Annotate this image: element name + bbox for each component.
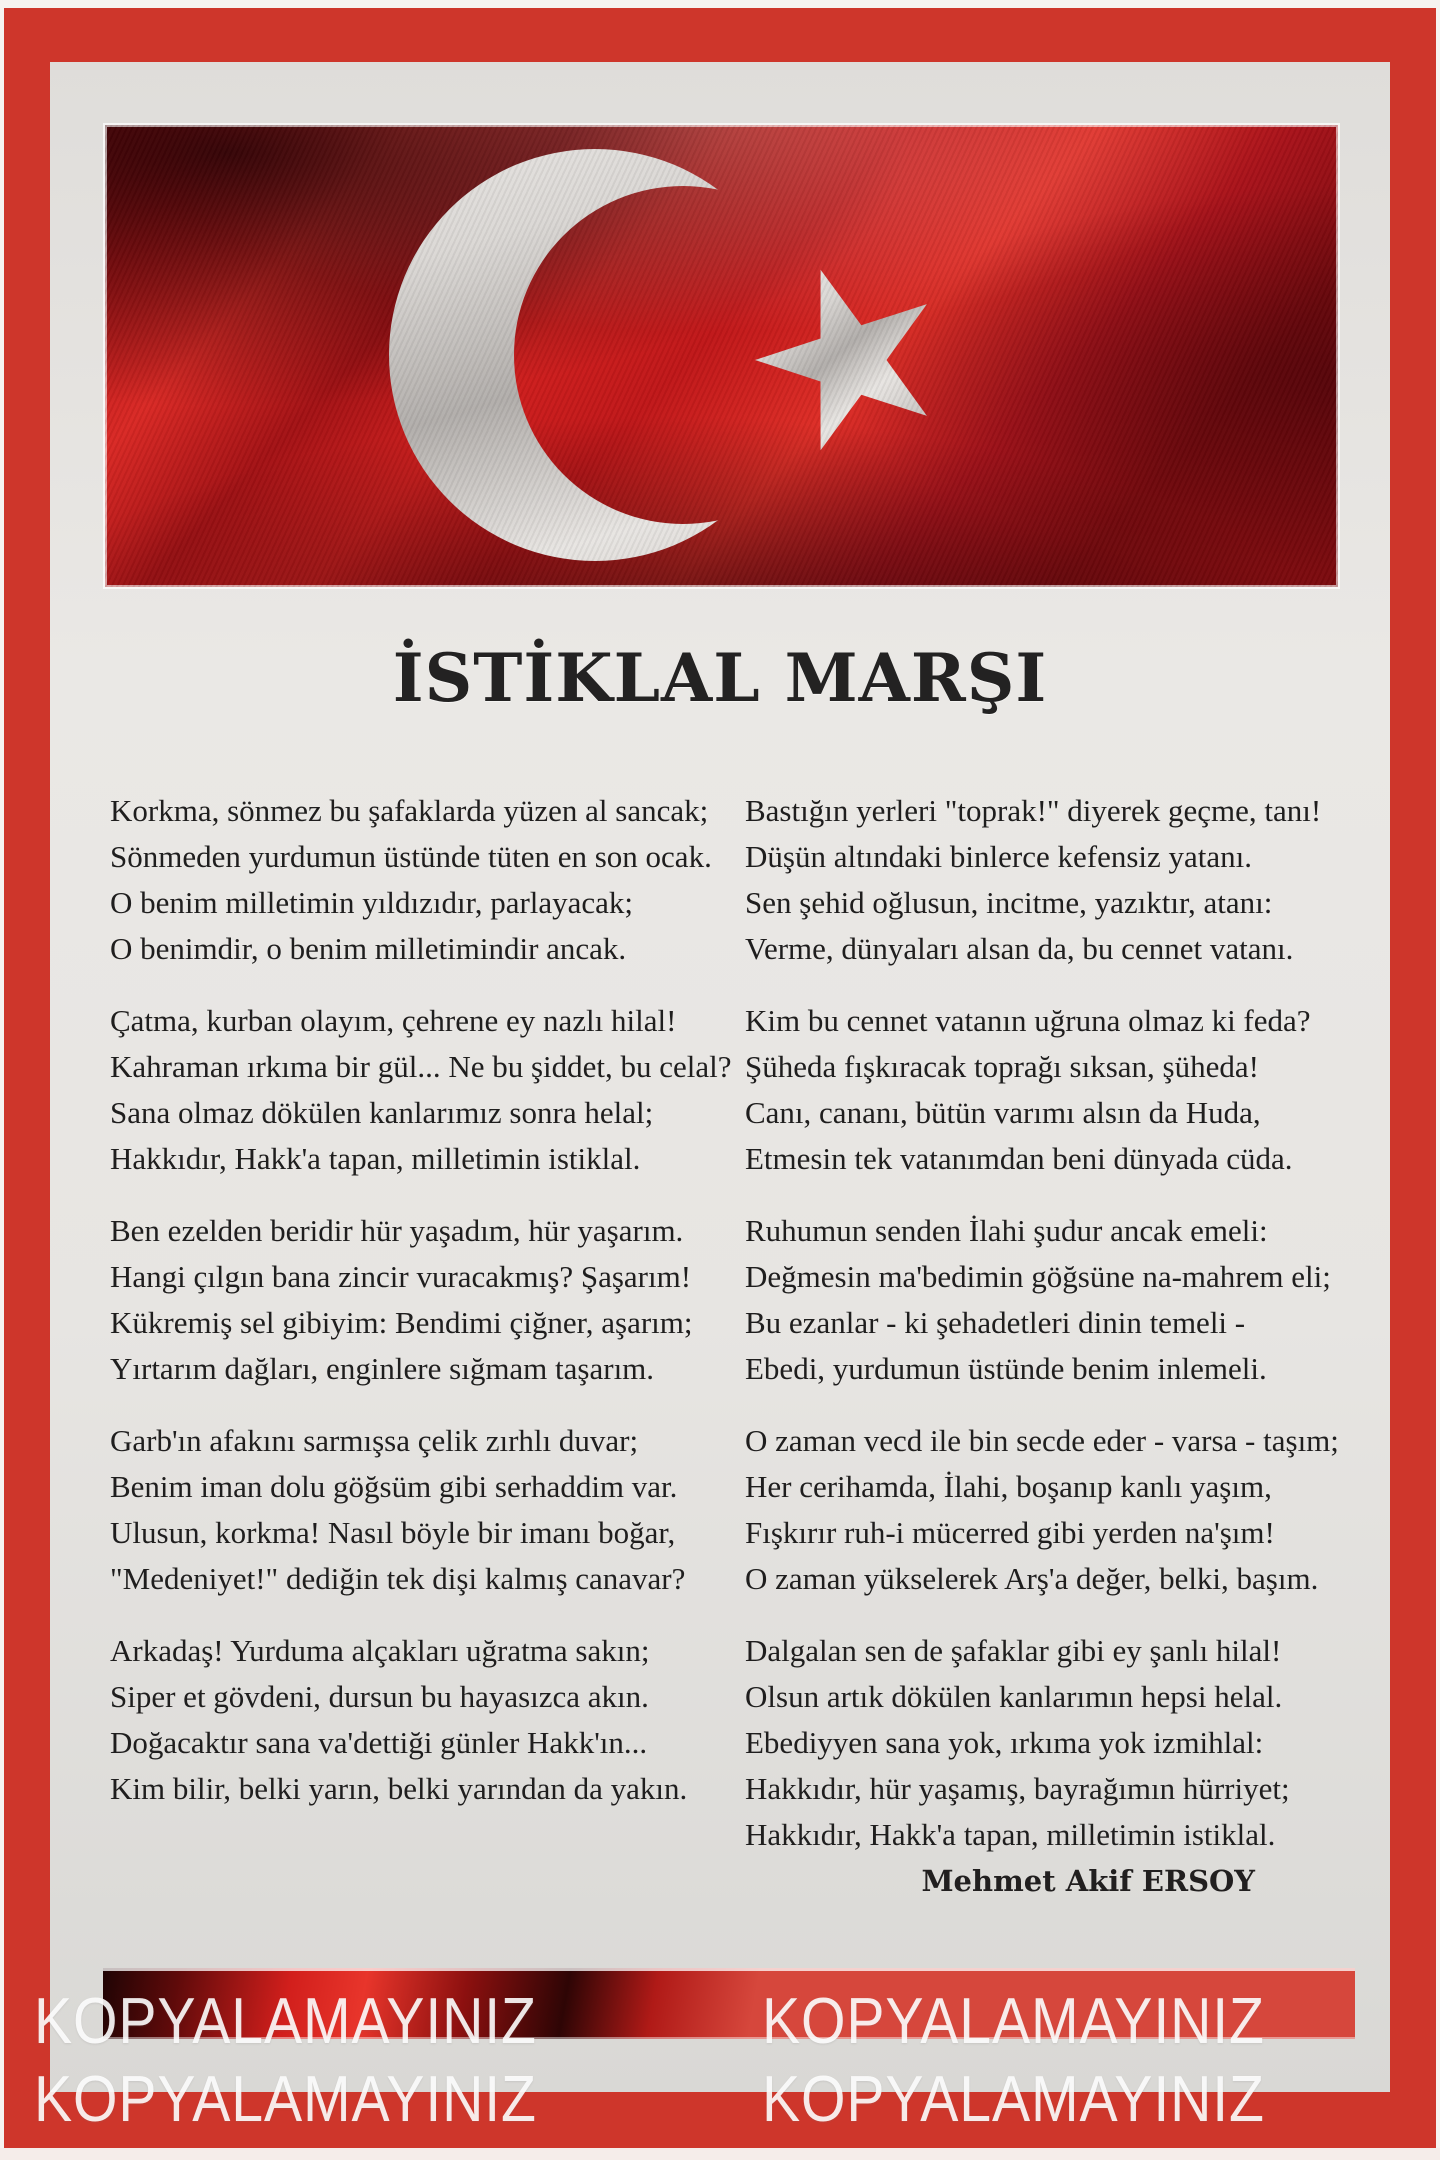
author-name: Mehmet Akif ERSOY bbox=[921, 1864, 1255, 1898]
poem-line: Yırtarım dağları, enginlere sığmam taşarım. bbox=[110, 1351, 655, 1386]
watermark-text: KOPYALAMAYINIZ bbox=[34, 1984, 537, 2057]
poem-column-left bbox=[110, 788, 730, 1838]
poem-line: Hakkıdır, Hakk'a tapan, milletimin istiklal. bbox=[110, 1141, 641, 1176]
poem-line: Bu ezanlar - ki şehadetleri dinin temeli - bbox=[745, 1305, 1246, 1340]
poem-line: Verme, dünyaları alsan da, bu cennet vatanı. bbox=[745, 931, 1294, 966]
stanza bbox=[745, 1208, 1370, 1392]
poem-line: Sana olmaz dökülen kanlarımız sonra helal; bbox=[110, 1095, 654, 1130]
watermark-text: KOPYALAMAYINIZ bbox=[34, 2062, 537, 2135]
poem-line: Garb'ın afakını sarmışsa çelik zırhlı duvar; bbox=[110, 1423, 639, 1458]
poem-line: Benim iman dolu göğsüm gibi serhaddim var. bbox=[110, 1469, 678, 1504]
poem-line: Ben ezelden beridir hür yaşadım, hür yaşarım. bbox=[110, 1213, 684, 1248]
turkish-flag-graphic bbox=[105, 125, 1338, 587]
poem-line: Etmesin tek vatanımdan beni dünyada cüda. bbox=[745, 1141, 1293, 1176]
poem-column-right bbox=[745, 788, 1370, 1884]
stanza bbox=[110, 1418, 730, 1602]
poem-line: Ebediyyen sana yok, ırkıma yok izmihlal: bbox=[745, 1725, 1264, 1760]
stanza bbox=[110, 788, 730, 972]
poem-line: Hangi çılgın bana zincir vuracakmış? Şaşarım! bbox=[110, 1259, 692, 1294]
stanza bbox=[745, 1628, 1370, 1858]
poem-line: Doğacaktır sana va'dettiği günler Hakk'ın... bbox=[110, 1725, 648, 1760]
poem-line: Kahraman ırkıma bir gül... Ne bu şiddet, bu celal? bbox=[110, 1049, 732, 1084]
poem-line: Hakkıdır, hür yaşamış, bayrağımın hürriyet; bbox=[745, 1771, 1290, 1806]
poem-line: O benimdir, o benim milletimindir ancak. bbox=[110, 931, 627, 966]
poem-line: Ulusun, korkma! Nasıl böyle bir imanı boğar, bbox=[110, 1515, 676, 1550]
poem-line: Düşün altındaki binlerce kefensiz yatanı. bbox=[745, 839, 1253, 874]
stanza bbox=[110, 1208, 730, 1392]
watermark-text: KOPYALAMAYINIZ bbox=[762, 2062, 1265, 2135]
poem-line: Ruhumun senden İlahi şudur ancak emeli: bbox=[745, 1213, 1268, 1248]
poem-line: Olsun artık dökülen kanlarımın hepsi helal. bbox=[745, 1679, 1283, 1714]
poem-line: O zaman yükselerek Arş'a değer, belki, başım. bbox=[745, 1561, 1319, 1596]
poem-line: Siper et gövdeni, dursun bu hayasızca akın. bbox=[110, 1679, 649, 1714]
stanza bbox=[745, 788, 1370, 972]
poem-line: O benim milletimin yıldızıdır, parlayacak; bbox=[110, 885, 634, 920]
poem-line: Kükremiş sel gibiyim: Bendimi çiğner, aşarım; bbox=[110, 1305, 693, 1340]
stanza bbox=[745, 1418, 1370, 1602]
page-title: İSTİKLAL MARŞI bbox=[392, 639, 1048, 717]
poem-line: Korkma, sönmez bu şafaklarda yüzen al sancak; bbox=[110, 793, 709, 828]
poem-line: O zaman vecd ile bin secde eder - varsa - taşım; bbox=[745, 1423, 1339, 1458]
poem-line: Dalgalan sen de şafaklar gibi ey şanlı hilal! bbox=[745, 1633, 1282, 1668]
poem-line: Bastığın yerleri "toprak!" diyerek geçme, tanı! bbox=[745, 793, 1322, 828]
poem-line: Şüheda fışkıracak toprağı sıksan, şüheda! bbox=[745, 1049, 1259, 1084]
poem-line: Arkadaş! Yurduma alçakları uğratma sakın; bbox=[110, 1633, 650, 1668]
poem-line: Canı, cananı, bütün varımı alsın da Huda, bbox=[745, 1095, 1261, 1130]
poem-line: Değmesin ma'bedimin göğsüne na-mahrem eli; bbox=[745, 1259, 1331, 1294]
turkish-flag-image bbox=[105, 125, 1338, 587]
watermark-text: KOPYALAMAYINIZ bbox=[762, 1984, 1265, 2057]
stanza bbox=[745, 998, 1370, 1182]
poem-line: Her cerihamda, İlahi, boşanıp kanlı yaşım, bbox=[745, 1469, 1272, 1504]
poem-line: Çatma, kurban olayım, çehrene ey nazlı hilal! bbox=[110, 1003, 677, 1038]
poem-line: Fışkırır ruh-i mücerred gibi yerden na'şım! bbox=[745, 1515, 1275, 1550]
poem-line: "Medeniyet!" dediğin tek dişi kalmış canavar? bbox=[110, 1561, 686, 1596]
poem-line: Sen şehid oğlusun, incitme, yazıktır, atanı: bbox=[745, 885, 1273, 920]
poem-line: Sönmeden yurdumun üstünde tüten en son ocak. bbox=[110, 839, 712, 874]
poem-line: Kim bilir, belki yarın, belki yarından da yakın. bbox=[110, 1771, 688, 1806]
poem-line: Ebedi, yurdumun üstünde benim inlemeli. bbox=[745, 1351, 1267, 1386]
flag-crescent-icon bbox=[105, 125, 1338, 587]
bottom-page-edge bbox=[0, 2148, 1440, 2160]
stanza bbox=[110, 1628, 730, 1812]
poem-line: Hakkıdır, Hakk'a tapan, milletimin istiklal. bbox=[745, 1817, 1276, 1852]
stanza bbox=[110, 998, 730, 1182]
poem-line: Kim bu cennet vatanın uğruna olmaz ki feda? bbox=[745, 1003, 1311, 1038]
